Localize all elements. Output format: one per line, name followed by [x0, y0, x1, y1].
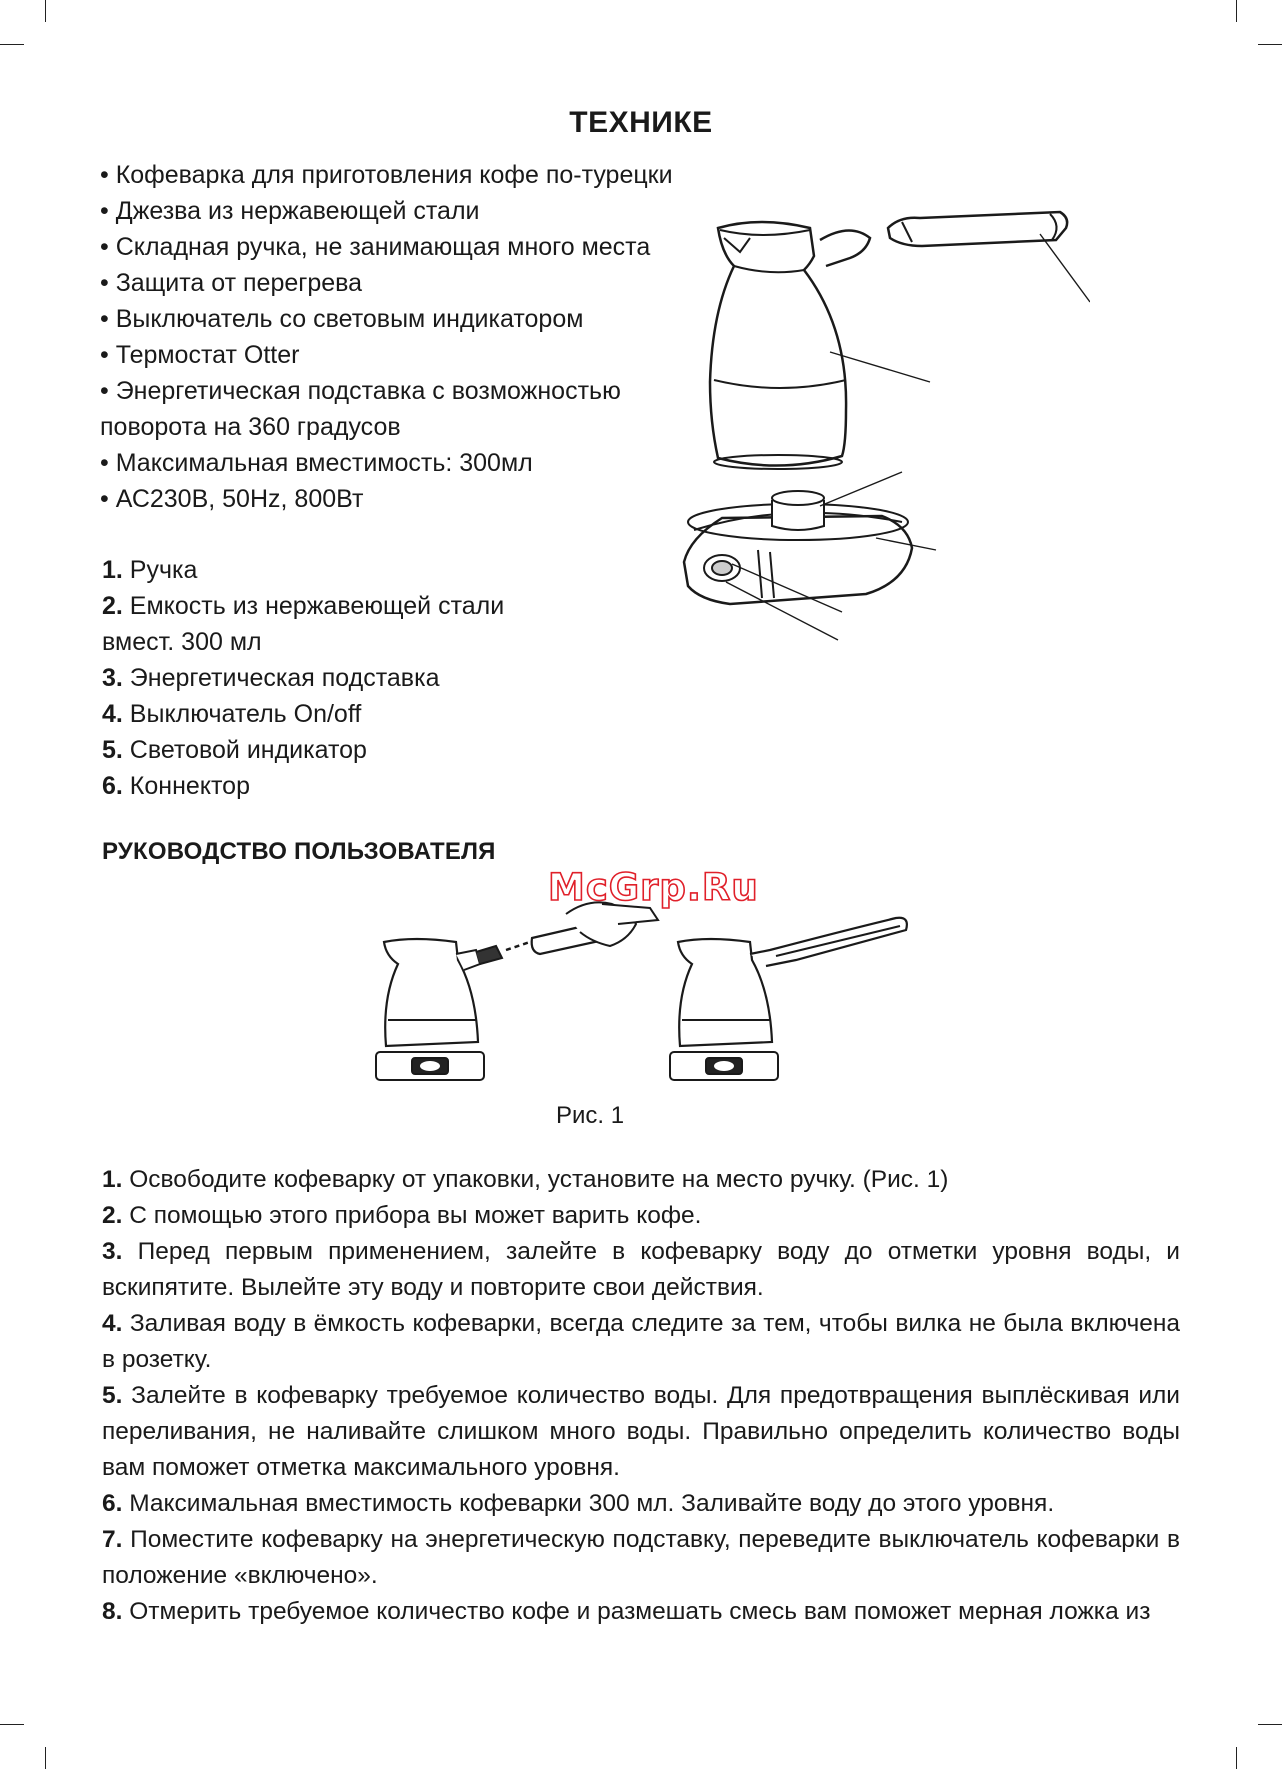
- part-label: Выключатель On/off: [122, 700, 362, 728]
- step-text: Освободите кофеварку от упаковки, установите на место ручку. (Рис. 1): [122, 1166, 949, 1193]
- part-item: [102, 696, 702, 732]
- feature-item: • Кофеварка для приготовления кофе по-турецки: [100, 161, 673, 189]
- part-number: 4.: [102, 700, 123, 728]
- instruction-steps: [102, 1162, 1180, 1630]
- step-number: 7.: [102, 1526, 123, 1553]
- step-number: 4.: [102, 1310, 123, 1337]
- feature-item: поворота на 360 градусов: [100, 413, 401, 441]
- step-item: [102, 1378, 1180, 1486]
- feature-item: • Защита от перегрева: [100, 269, 363, 297]
- part-number: 3.: [102, 664, 123, 692]
- crop-mark: [1258, 44, 1282, 45]
- pot-illustration: [710, 222, 870, 469]
- pot-left-illustration: [376, 939, 530, 1080]
- crop-mark: [1258, 1724, 1282, 1725]
- part-item: [102, 552, 702, 588]
- step-number: 3.: [102, 1238, 123, 1265]
- feature-item: • Складная ручка, не занимающая много места: [100, 233, 651, 261]
- part-item: [102, 732, 702, 768]
- part-item: [102, 660, 702, 696]
- crop-mark: [0, 1724, 24, 1725]
- feature-item: • Джезва из нержавеющей стали: [100, 197, 480, 225]
- part-item: [102, 588, 702, 624]
- part-label: вмест. 300 мл: [102, 628, 262, 656]
- pot-right-illustration: [670, 918, 907, 1080]
- crop-mark: [45, 1747, 46, 1769]
- parts-list: [102, 552, 702, 804]
- part-label: Коннектор: [122, 772, 250, 800]
- figure-1-illustration: [366, 880, 946, 1092]
- step-number: 6.: [102, 1490, 123, 1517]
- feature-item: • Термостат Otter: [100, 341, 300, 369]
- step-item: [102, 1522, 1180, 1594]
- crop-mark: [1236, 1747, 1237, 1769]
- part-number: 5.: [102, 736, 123, 764]
- crop-mark: [45, 0, 46, 22]
- part-item: [102, 624, 702, 660]
- feature-item: • Энергетическая подставка с возможностью: [100, 377, 621, 405]
- step-number: 5.: [102, 1382, 123, 1409]
- watermark: McGrp.Ru: [548, 866, 759, 909]
- part-label: Емкость из нержавеющей стали: [122, 592, 505, 620]
- section-heading: РУКОВОДСТВО ПОЛЬЗОВАТЕЛЯ: [102, 838, 496, 865]
- crop-mark: [0, 44, 24, 45]
- step-text: Залейте в кофеварку требуемое количество воды. Для предотвращения выплёскивая или переливания, не наливайте слишком много воды. Правильно определить количество воды вам поможет отметка максимального уровня.: [102, 1382, 1180, 1481]
- part-item: [102, 768, 702, 804]
- step-text: Перед первым применением, залейте в кофеварку воду до отметки уровня воды, и вскипятите. Вылейте эту воду и повторите свои действия.: [102, 1238, 1180, 1301]
- figure-caption: Рис. 1: [556, 1102, 625, 1129]
- hand-illustration: [532, 902, 658, 954]
- feature-item: • Выключатель со световым индикатором: [100, 305, 584, 333]
- step-text: Максимальная вместимость кофеварки 300 мл. Заливайте воду до этого уровня.: [122, 1490, 1055, 1517]
- step-item: [102, 1234, 1180, 1306]
- part-number: 1.: [102, 556, 123, 584]
- part-number: 6.: [102, 772, 123, 800]
- step-text: Поместите кофеварку на энергетическую подставку, переведите выключатель кофеварки в положение «включено».: [102, 1526, 1180, 1589]
- step-item: [102, 1594, 1180, 1630]
- handle-illustration: [888, 212, 1067, 246]
- part-label: Энергетическая подставка: [122, 664, 440, 692]
- feature-item: • Максимальная вместимость: 300мл: [100, 449, 533, 477]
- page-title: ТЕХНИКЕ: [569, 106, 713, 139]
- step-text: Заливая воду в ёмкость кофеварки, всегда следите за тем, чтобы вилка не была включена в розетку.: [102, 1310, 1180, 1373]
- part-label: Ручка: [122, 556, 198, 584]
- feature-item: • АС230В, 50Hz, 800Вт: [100, 485, 364, 513]
- step-item: [102, 1486, 1180, 1522]
- step-item: [102, 1198, 1180, 1234]
- part-label: Световой индикатор: [122, 736, 367, 764]
- step-number: 1.: [102, 1166, 123, 1193]
- step-text: Отмерить требуемое количество кофе и размешать смесь вам поможет мерная ложка из: [122, 1598, 1151, 1625]
- step-item: [102, 1162, 1180, 1198]
- step-number: 2.: [102, 1202, 123, 1229]
- part-number: 2.: [102, 592, 123, 620]
- crop-mark: [1236, 0, 1237, 22]
- feature-list: [100, 157, 700, 517]
- step-number: 8.: [102, 1598, 123, 1625]
- base-illustration: [684, 491, 912, 604]
- coffee-maker-diagram: [670, 200, 1090, 670]
- step-text: С помощью этого прибора вы может варить кофе.: [122, 1202, 702, 1229]
- step-item: [102, 1306, 1180, 1378]
